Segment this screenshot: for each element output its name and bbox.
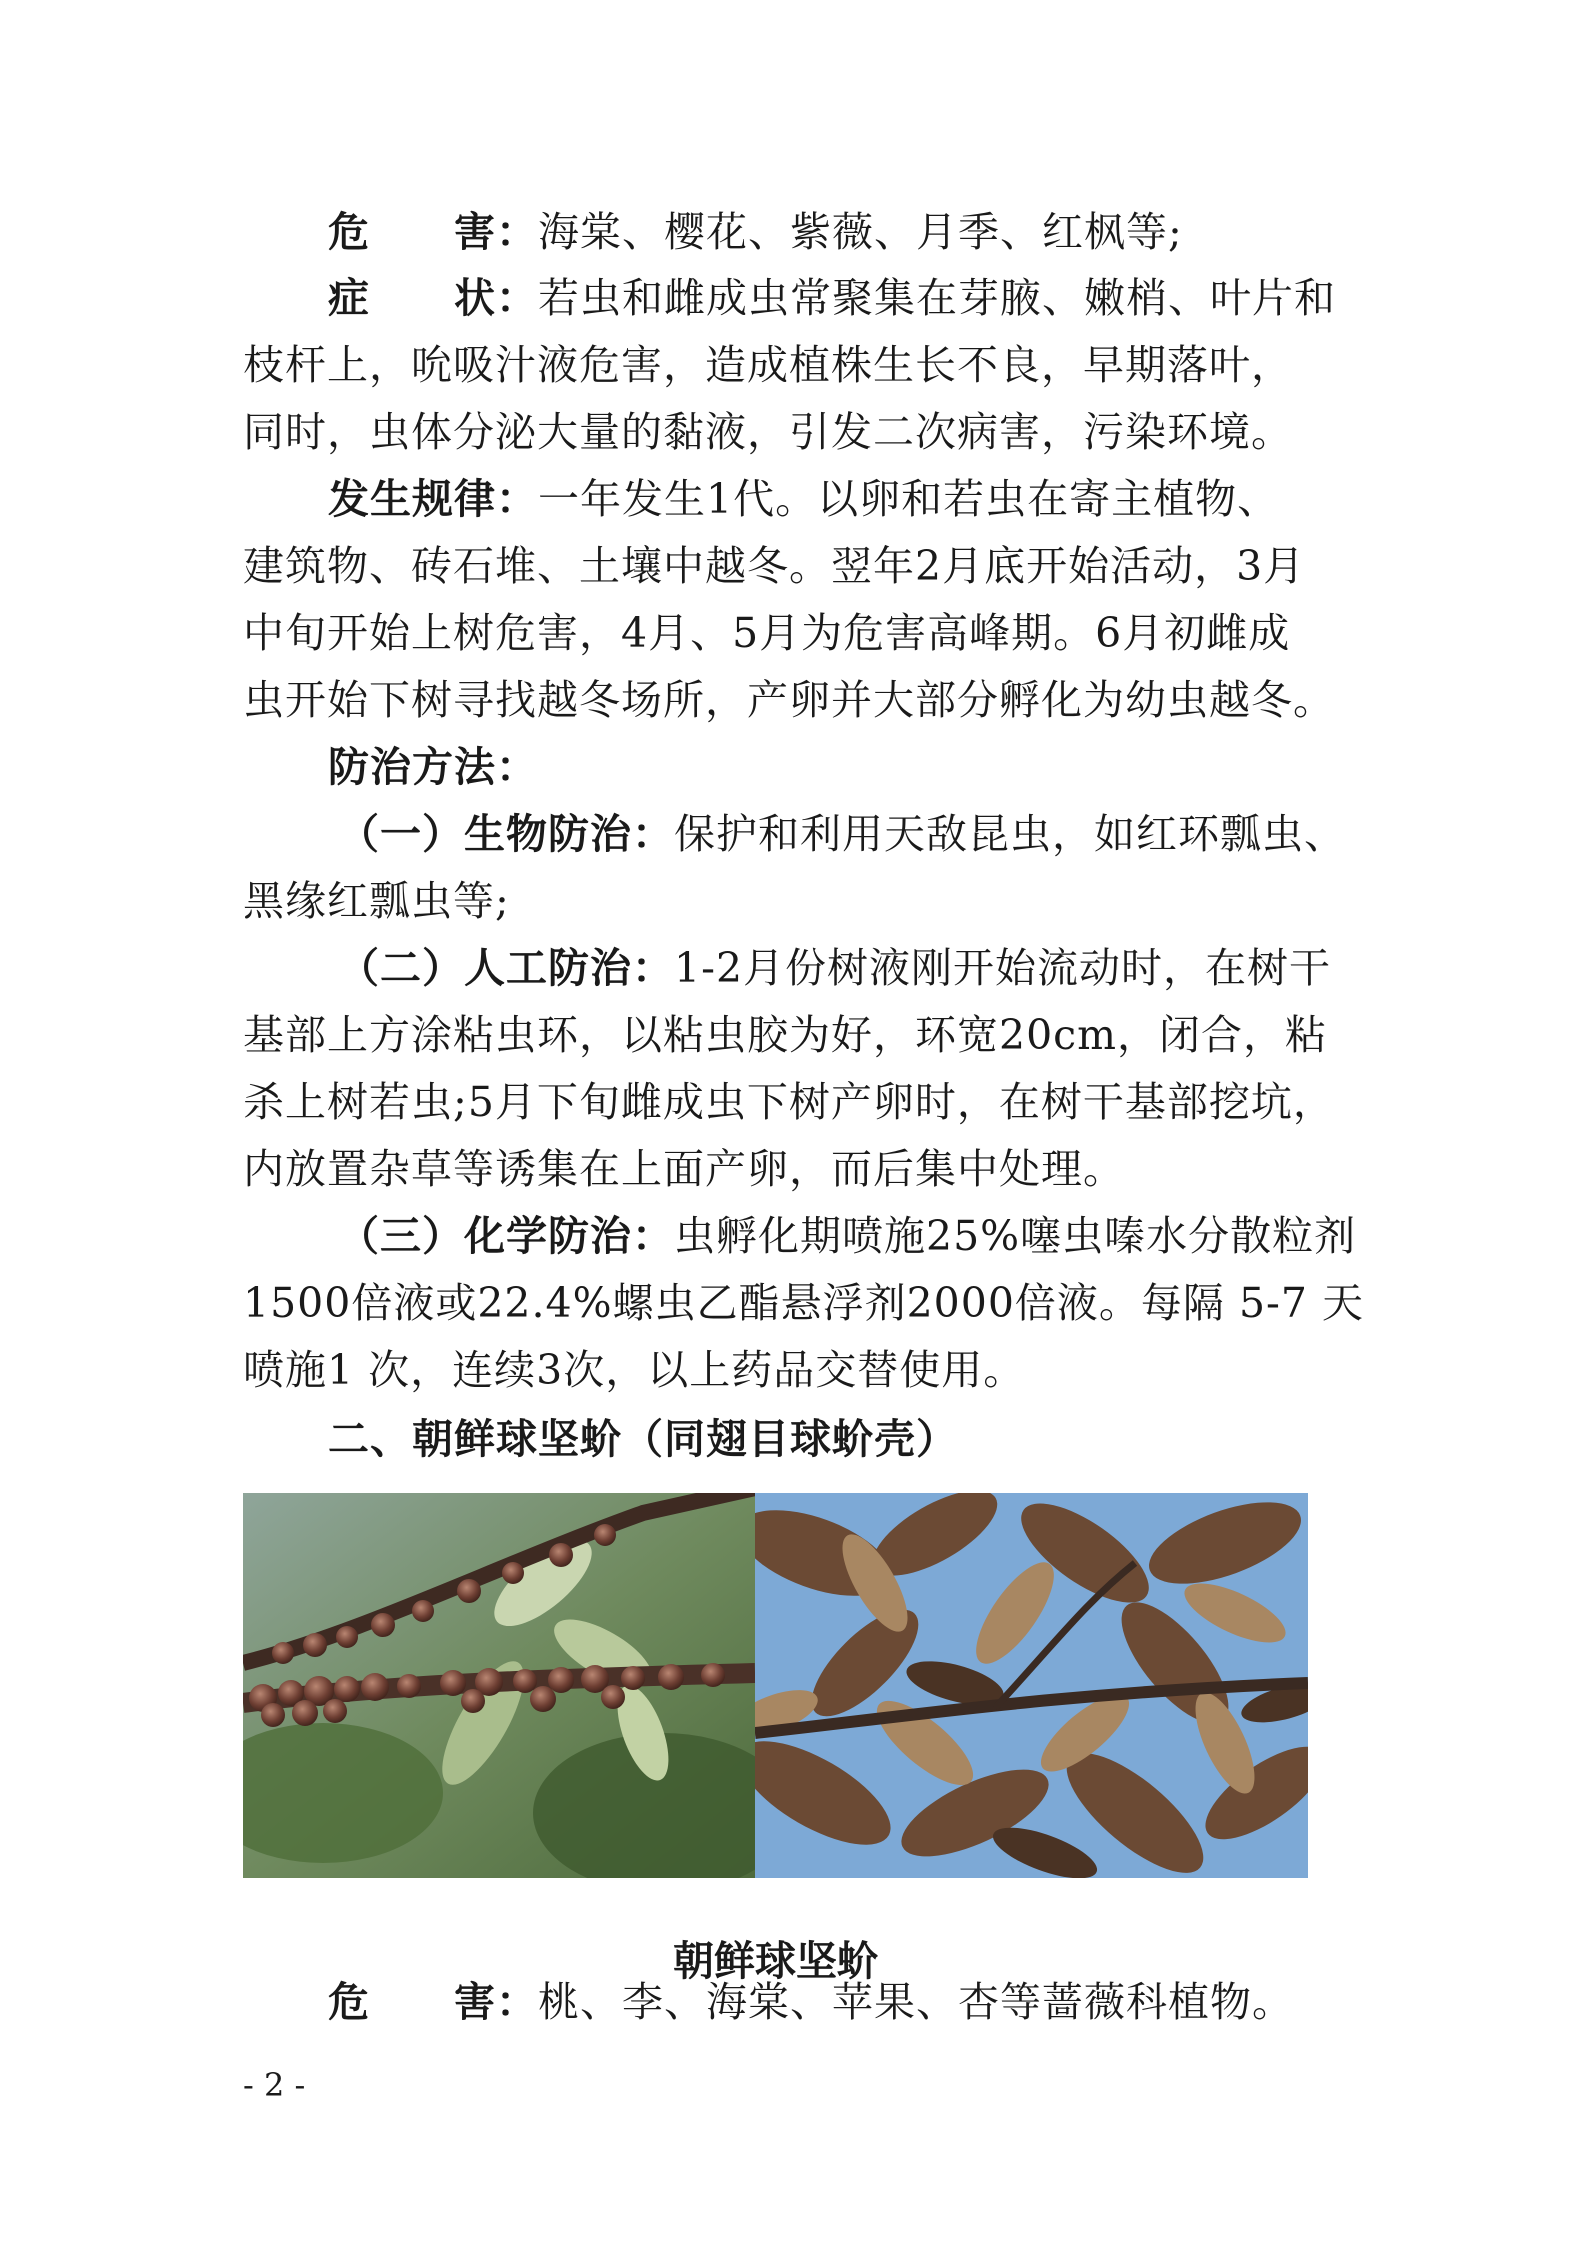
bio-line-2: 黑缘红瓢虫等;: [243, 877, 510, 925]
manual-line-2: 基部上方涂粘虫环，以粘虫胶为好，环宽20cm，闭合，粘: [243, 1011, 1328, 1059]
symptom-paragraph: [328, 264, 1348, 332]
pattern-line-4: 虫开始下树寻找越冬场所，产卵并大部分孵化为幼虫越冬。: [243, 676, 1335, 724]
harm-label-2: 危 害：: [328, 1978, 538, 2026]
manual-label: （二）人工防治：: [338, 944, 674, 992]
chem-line-2: 1500倍液或22.4%螺虫乙酯悬浮剂2000倍液。每隔 5-7 天: [243, 1279, 1365, 1327]
bio-paragraph: [338, 800, 1348, 868]
pattern-label: 发生规律：: [328, 475, 538, 523]
bio-label: （一）生物防治：: [338, 810, 674, 858]
symptom-line-3: 同时，虫体分泌大量的黏液，引发二次病害，污染环境。: [243, 408, 1293, 456]
photo-tree-canopy: [755, 1493, 1308, 1878]
pattern-paragraph: [328, 465, 1348, 533]
section-heading: 二、朝鲜球坚蚧（同翅目球蚧壳）: [328, 1415, 958, 1463]
manual-paragraph: [338, 934, 1348, 1002]
pattern-line-2: 建筑物、砖石堆、土壤中越冬。翌年2月底开始活动，3月: [243, 542, 1306, 590]
manual-line-3: 杀上树若虫;5月下旬雌成虫下树产卵时，在树干基部挖坑，: [243, 1078, 1335, 1126]
harm-text-2: 桃、李、海棠、苹果、杏等蔷薇科植物。: [538, 1978, 1294, 2026]
chem-label: （三）化学防治：: [338, 1212, 674, 1260]
symptom-line-2: 枝杆上，吮吸汁液危害，造成植株生长不良，早期落叶，: [243, 341, 1293, 389]
symptom-label: 症 状：: [328, 274, 538, 322]
pattern-line-3: 中旬开始上树危害，4月、5月为危害高峰期。6月初雌成: [243, 609, 1291, 657]
manual-line-1: 1-2月份树液刚开始流动时，在树干: [674, 944, 1332, 992]
page-number: - 2 -: [243, 2066, 306, 2104]
chem-paragraph: [338, 1202, 1357, 1270]
pattern-line-1: 一年发生1代。以卵和若虫在寄主植物、: [538, 475, 1280, 523]
chem-line-3: 喷施1 次，连续3次，以上药品交替使用。: [243, 1346, 1026, 1394]
figure: [243, 1493, 1308, 1878]
harm-paragraph: [328, 198, 1348, 266]
symptom-line-1: 若虫和雌成虫常聚集在芽腋、嫩梢、叶片和: [538, 274, 1336, 322]
harm-label: 危 害：: [328, 208, 538, 256]
bio-line-1: 保护和利用天敌昆虫，如红环瓢虫、: [674, 810, 1346, 858]
harm-text: 海棠、樱花、紫薇、月季、红枫等;: [538, 208, 1183, 256]
manual-line-4: 内放置杂草等诱集在上面产卵，而后集中处理。: [243, 1145, 1125, 1193]
control-heading: 防治方法：: [328, 743, 538, 791]
figure-caption: 朝鲜球坚蚧: [673, 1937, 878, 1985]
photo-branch-scales: [243, 1493, 755, 1878]
chem-line-1: 虫孵化期喷施25%噻虫嗪水分散粒剂: [674, 1212, 1357, 1260]
harm-paragraph-2: [328, 1968, 1348, 2036]
